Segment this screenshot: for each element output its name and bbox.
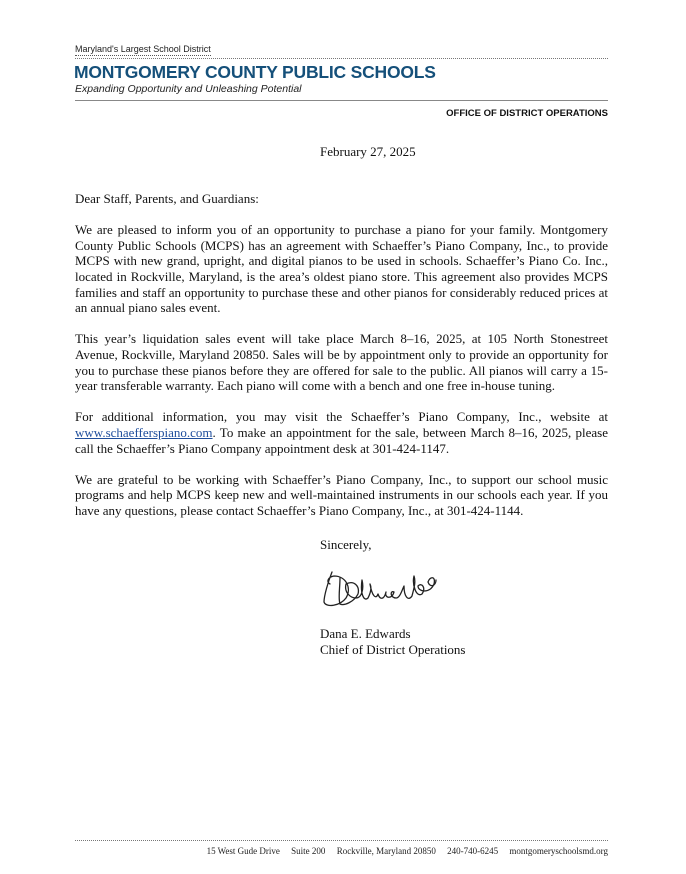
- paragraph-4: We are grateful to be working with Schaeffer’s Piano Company, Inc., to support our school music programs and help MCPS keep new and well-maintained instruments in our schools each year. If you have any questions, please contact Schaeffer’s Piano Company, Inc., at 301-424-1144.: [75, 471, 608, 518]
- paragraph-3: [75, 409, 608, 456]
- footer-divider: [75, 840, 608, 841]
- footer-address: [198, 846, 608, 856]
- footer-suite: Suite 200: [291, 846, 326, 856]
- footer-street: 15 West Gude Drive: [206, 846, 280, 856]
- letter-date: February 27, 2025: [320, 144, 416, 159]
- office-name: OFFICE OF DISTRICT OPERATIONS: [446, 108, 608, 119]
- district-motto: Expanding Opportunity and Unleashing Potential: [75, 83, 302, 95]
- footer-website[interactable]: montgomeryschoolsmd.org: [509, 846, 608, 856]
- signer-block: [320, 626, 466, 658]
- office-divider: [75, 100, 608, 101]
- paragraph-3-text-end: . To make an appointment for the sale, between March 8–16, 2025, please call the Schaeffer’s Piano Company appointment desk at 301-424-1147.: [75, 424, 608, 456]
- paragraph-2: This year’s liquidation sales event will take place March 8–16, 2025, at 105 North Stonestreet Avenue, Rockville, Maryland 20850. Sales will be by appointment only to provide an opportunity for you to purchase these pianos before they are offered for sale to the public. All pianos will carry a 15-year transferable warranty. Each piano will come with a bench and one free in-house tuning.: [75, 331, 608, 394]
- closing: Sincerely,: [320, 537, 372, 552]
- header-divider: [75, 58, 608, 59]
- paragraph-3-text: For additional information, you may visit the Schaeffer’s Piano Company, Inc., website at: [75, 409, 608, 425]
- footer-phone: 240-740-6245: [447, 846, 499, 856]
- website-link[interactable]: www.schaefferspiano.com: [75, 424, 213, 440]
- salutation: Dear Staff, Parents, and Guardians:: [75, 191, 259, 206]
- header-tagline: Maryland's Largest School District: [75, 44, 211, 54]
- district-name: MONTGOMERY COUNTY PUBLIC SCHOOLS: [74, 62, 436, 82]
- footer-city: Rockville, Maryland 20850: [336, 846, 436, 856]
- signer-name: Dana E. Edwards: [320, 626, 411, 641]
- letter-body: [75, 191, 608, 534]
- paragraph-1: We are pleased to inform you of an opportunity to purchase a piano for your family. Montgomery County Public Schools (MCPS) has an agreement with Schaeffer’s Piano Company, Inc., to provide MCPS with new grand, upright, and digital pianos to be used in schools. Schaeffer’s Piano Co. Inc., located in Rockville, Maryland, is the area’s oldest piano store. This agreement also provides MCPS families and staff an opportunity to purchase these and other pianos for considerably reduced prices at an annual piano sales event.: [75, 222, 608, 316]
- signature-image: [318, 562, 443, 623]
- signer-title: Chief of District Operations: [320, 642, 466, 657]
